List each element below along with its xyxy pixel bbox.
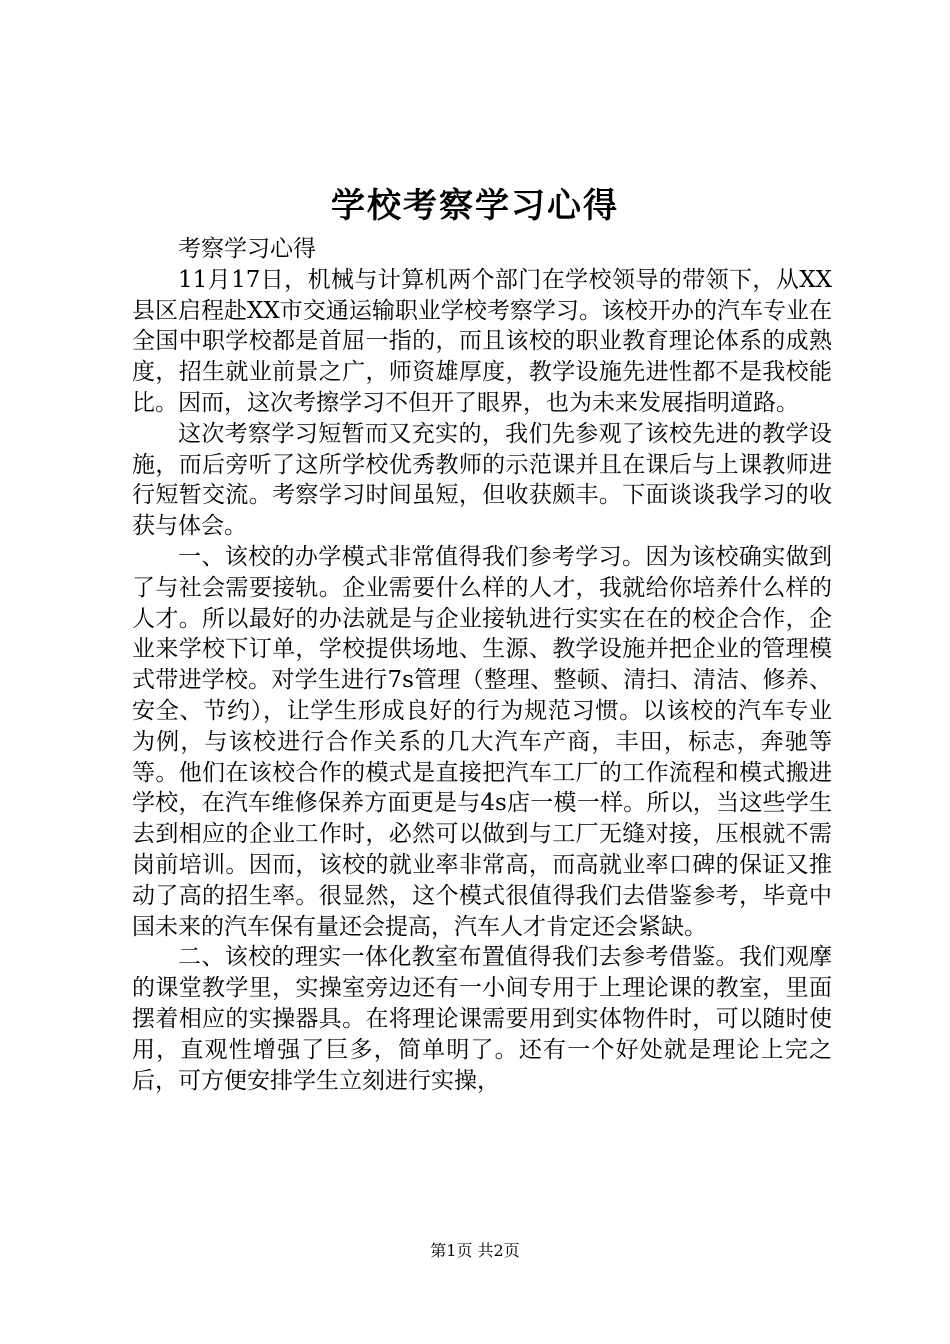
document-title: 学校考察学习心得 xyxy=(331,186,619,226)
paragraph: 11月17日，机械与计算机两个部门在学校领导的带领下，从XX县区启程赴XX市交通运输职业学校考察学习。该校开办的汽车专业在全国中职学校都是首屈一指的，而且该校的职业教育理论体系的成熟度，招生就业前景之广，师资雄厚度，教学设施先进性都不是我校能比。因而，这次考擦学习不但开了眼界，也为未来发展指明道路。 xyxy=(132,266,832,416)
paragraph: 二、该校的理实一体化教室布置值得我们去参考借鉴。我们观摩的课堂教学里，实操室旁边还有一小间专用于上理论课的教室，里面摆着相应的实操器具。在将理论课需要用到实体物件时，可以随时使用，直观性增强了巨多，简单明了。还有一个好处就是理论上完之后，可方便安排学生立刻进行实操， xyxy=(132,944,832,1094)
page-number-footer: 第1页 共2页 xyxy=(430,1241,520,1260)
document-body xyxy=(132,234,832,1096)
paragraph: 一、该校的办学模式非常值得我们参考学习。因为该校确实做到了与社会需要接轨。企业需要什么样的人才，我就给你培养什么样的人才。所以最好的办法就是与企业接轨进行实实在在的校企合作，企业来学校下订单，学校提供场地、生源、教学设施并把企业的管理模式带进学校。对学生进行7s管理（整理、整顿、清扫、清洁、修养、安全、节约），让学生形成良好的行为规范习惯。以该校的汽车专业为例，与该校进行合作关系的几大汽车产商，丰田，标志，奔驰等等。他们在该校合作的模式是直接把汽车工厂的工作流程和模式搬进学校，在汽车维修保养方面更是与4s店一模一样。所以，当这些学生去到相应的企业工作时，必然可以做到与工厂无缝对接，压根就不需岗前培训。因而，该校的就业率非常高，而高就业率口碑的保证又推动了高的招生率。很显然，这个模式很值得我们去借鉴参考，毕竟中国未来的汽车保有量还会提高，汽车人才肯定还会紧缺。 xyxy=(132,543,832,940)
paragraph-heading: 考察学习心得 xyxy=(178,236,316,262)
paragraph: 这次考察学习短暂而又充实的，我们先参观了该校先进的教学设施，而后旁听了这所学校优秀教师的示范课并且在课后与上课教师进行短暂交流。考察学习时间虽短，但收获颇丰。下面谈谈我学习的收获与体会。 xyxy=(132,420,832,540)
